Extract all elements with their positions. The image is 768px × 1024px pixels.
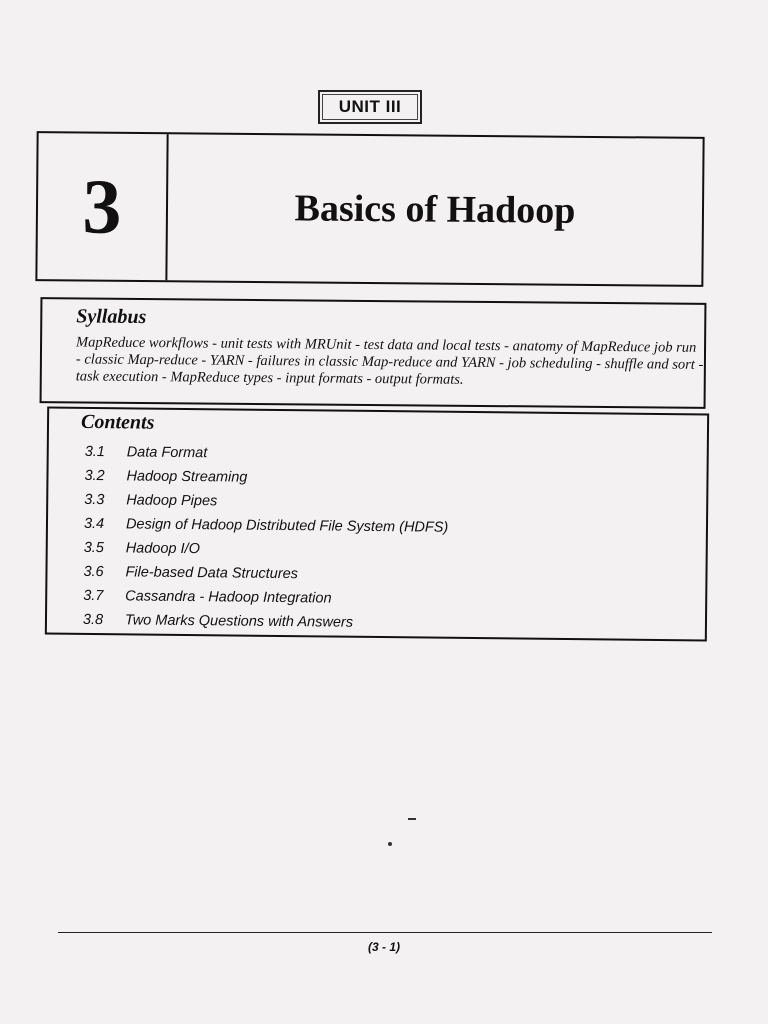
syllabus-heading: Syllabus: [76, 305, 147, 329]
toc-item-number: 3.3: [84, 491, 105, 509]
toc-item-title: Design of Hadoop Distributed File System (HDFS): [125, 516, 449, 536]
toc-item-number: 3.1: [84, 443, 105, 461]
syllabus-text: MapReduce workflows - unit tests with MRUnit - test data and local tests - anatomy of MapReduce job run - classic Map-reduce - YARN - failures in classic Map-reduce and YARN - job scheduling - shuffle and sort - task execution - MapReduce types - input formats - output formats.: [75, 334, 704, 388]
chapter-header: [35, 131, 704, 287]
unit-label: UNIT III: [318, 90, 422, 124]
page-number: (3 - 1): [367, 940, 400, 954]
print-speck: [408, 818, 416, 820]
toc-item-title: Hadoop I/O: [125, 540, 200, 558]
toc-item-title: Hadoop Streaming: [126, 468, 248, 486]
toc-item-number: 3.5: [83, 539, 104, 557]
toc-item-title: Cassandra - Hadoop Integration: [125, 588, 332, 607]
toc-item-title: Two Marks Questions with Answers: [124, 612, 354, 631]
toc-item-number: 3.7: [83, 587, 104, 605]
toc-item-number: 3.6: [83, 563, 104, 581]
print-speck: [388, 842, 392, 846]
contents-heading: Contents: [80, 410, 155, 434]
syllabus-box: [40, 297, 707, 409]
chapter-number: 3: [37, 133, 168, 280]
toc-item-title: Hadoop Pipes: [126, 492, 218, 510]
toc-item-number: 3.8: [82, 611, 104, 629]
toc-item-title: File-based Data Structures: [125, 564, 299, 583]
contents-box: [45, 407, 709, 642]
toc-item-number: 3.4: [83, 515, 105, 533]
toc-item-number: 3.2: [84, 467, 105, 485]
toc-item-title: Data Format: [126, 444, 208, 462]
footer-rule: [58, 932, 712, 933]
chapter-title: Basics of Hadoop: [294, 187, 576, 232]
